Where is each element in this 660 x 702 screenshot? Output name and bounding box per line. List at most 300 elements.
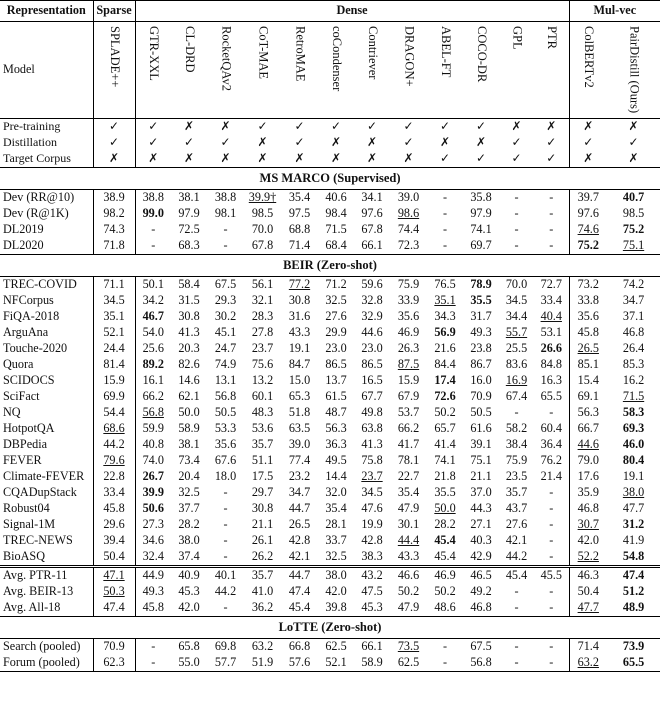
model-name: ABEL-FT (438, 26, 453, 78)
cell-value: 43.2 (361, 568, 383, 583)
cell-value: 89.2 (142, 357, 164, 372)
table-cell (390, 135, 427, 151)
model-header-11 (499, 22, 534, 119)
section-title: BEIR (Zero-shot) (0, 255, 660, 277)
cell-value: 84.7 (288, 357, 311, 372)
cell-value: 58.2 (505, 421, 528, 436)
cell-value: 23.0 (361, 341, 383, 356)
cell-value: 31.2 (622, 517, 645, 532)
table-cell (390, 584, 427, 600)
cell-value: 27.1 (470, 517, 492, 532)
table-cell (499, 600, 534, 617)
table-cell (427, 373, 463, 389)
table-cell (354, 277, 390, 294)
cell-value: 37.0 (470, 485, 492, 500)
cell-value: 77.4 (288, 453, 311, 468)
cell-value: 85.1 (577, 357, 599, 372)
table-cell (93, 373, 135, 389)
table-cell (244, 357, 281, 373)
table-cell (354, 405, 390, 421)
table-cell (569, 533, 607, 549)
cell-value: ✗ (108, 151, 120, 166)
cell-value: ✗ (294, 151, 305, 166)
cell-value: 52.1 (103, 325, 125, 340)
cell-value: - (549, 639, 554, 654)
table-cell (93, 277, 135, 294)
table-cell (135, 357, 171, 373)
table-cell (607, 584, 660, 600)
cell-value: 50.2 (434, 405, 456, 420)
cell-value: 84.4 (434, 357, 456, 372)
cell-value: - (442, 655, 448, 670)
cell-value: 15.4 (577, 373, 599, 388)
cell-value: 59.6 (361, 277, 383, 292)
table-cell (135, 293, 171, 309)
table-cell (463, 222, 499, 238)
cell-value: 45.8 (577, 325, 599, 340)
cell-value: - (549, 600, 554, 615)
table-cell (427, 517, 463, 533)
table-cell (171, 309, 207, 325)
table-cell (171, 501, 207, 517)
table-row (0, 567, 660, 585)
table-cell (93, 453, 135, 469)
table-cell (93, 325, 135, 341)
cell-value: 35.8 (470, 190, 492, 205)
cell-value: 85.3 (622, 357, 645, 372)
table-cell (354, 190, 390, 207)
model-header-6 (318, 22, 354, 119)
cell-value: 21.8 (434, 469, 456, 484)
table-cell (318, 325, 354, 341)
table-cell (281, 325, 318, 341)
table-cell (207, 501, 244, 517)
cell-value: 71.1 (103, 277, 125, 292)
cell-value: 74.9 (214, 357, 237, 372)
cell-value: 71.8 (103, 238, 125, 253)
table-cell (135, 341, 171, 357)
cell-value: 37.1 (622, 309, 645, 324)
cell-value: 13.2 (251, 373, 274, 388)
cell-value: 48.9 (622, 600, 645, 615)
cell-value: 47.4 (103, 600, 125, 615)
table-cell (607, 135, 660, 151)
table-row (0, 437, 660, 453)
table-row (0, 119, 660, 136)
table-cell (354, 549, 390, 567)
table-cell (171, 533, 207, 549)
table-cell (135, 453, 171, 469)
table-cell (171, 639, 207, 656)
table-cell (607, 277, 660, 294)
row-label: Signal-1M (0, 517, 93, 533)
cell-value: 45.4 (434, 533, 456, 548)
table-cell (390, 655, 427, 672)
cell-value: 31.6 (288, 309, 311, 324)
cell-value: 28.3 (251, 309, 274, 324)
table-cell (463, 469, 499, 485)
table-cell (427, 453, 463, 469)
cell-value: 62.5 (397, 655, 420, 670)
cell-value: 43.3 (288, 325, 311, 340)
table-cell (607, 469, 660, 485)
table-cell (207, 309, 244, 325)
row-label: DBPedia (0, 437, 93, 453)
cell-value: 40.8 (142, 437, 164, 452)
cell-value: - (549, 549, 554, 564)
section-title: MS MARCO (Supervised) (0, 168, 660, 190)
cell-value: 38.1 (178, 190, 200, 205)
table-cell (534, 357, 569, 373)
cell-value: 47.1 (103, 568, 125, 583)
table-cell (171, 655, 207, 672)
cell-value: 69.7 (470, 238, 492, 253)
table-cell (499, 405, 534, 421)
table-cell (93, 549, 135, 567)
table-cell (135, 389, 171, 405)
cell-value: - (223, 517, 228, 532)
cell-value: 71.5 (325, 222, 347, 237)
table-row (0, 309, 660, 325)
table-cell (135, 501, 171, 517)
model-header-14 (607, 22, 660, 119)
table-row (0, 533, 660, 549)
cell-value: 51.8 (288, 405, 311, 420)
cell-value: 63.2 (577, 655, 599, 670)
cell-value: 38.3 (361, 549, 383, 564)
cell-value: 42.9 (470, 549, 492, 564)
cell-value: ✗ (583, 119, 594, 134)
cell-value: 27.6 (505, 517, 528, 532)
cell-value: 73.5 (397, 639, 420, 654)
table-cell (281, 549, 318, 567)
cell-value: 70.0 (505, 277, 528, 292)
table-cell (318, 517, 354, 533)
table-cell (207, 135, 244, 151)
table-cell (244, 485, 281, 501)
table-cell (354, 639, 390, 656)
cell-value: 47.4 (622, 568, 645, 583)
cell-value: 98.1 (214, 206, 237, 221)
cell-value: 75.1 (470, 453, 492, 468)
table-cell (427, 119, 463, 136)
cell-value: 61.5 (325, 389, 347, 404)
cell-value: 24.7 (214, 341, 237, 356)
cell-value: 70.9 (103, 639, 125, 654)
row-label: DL2020 (0, 238, 93, 255)
cell-value: 32.1 (251, 293, 274, 308)
table-cell (569, 405, 607, 421)
table-cell (281, 584, 318, 600)
cell-value: 75.9 (505, 453, 528, 468)
table-cell (390, 421, 427, 437)
cell-value: 30.8 (251, 501, 274, 516)
table-cell (281, 533, 318, 549)
cell-value: 50.2 (397, 584, 420, 599)
table-cell (534, 639, 569, 656)
cell-value: 18.0 (214, 469, 237, 484)
cell-value: 53.7 (397, 405, 420, 420)
table-cell (390, 405, 427, 421)
table-cell (463, 135, 499, 151)
cell-value: 43.7 (505, 501, 528, 516)
table-cell (463, 584, 499, 600)
cell-value: 71.4 (577, 639, 599, 654)
table-cell (607, 293, 660, 309)
table-cell (318, 421, 354, 437)
table-cell (499, 485, 534, 501)
cell-value: 27.6 (325, 309, 347, 324)
row-label: Avg. BEIR-13 (0, 584, 93, 600)
table-cell (607, 501, 660, 517)
cell-value: 63.8 (361, 421, 383, 436)
cell-value: 59.9 (142, 421, 164, 436)
row-label: TREC-NEWS (0, 533, 93, 549)
cell-value: 36.3 (325, 437, 347, 452)
cell-value: - (151, 238, 156, 253)
table-cell (171, 277, 207, 294)
table-cell (135, 277, 171, 294)
table-cell (281, 222, 318, 238)
cell-value: 52.1 (325, 655, 347, 670)
table-cell (207, 206, 244, 222)
cell-value: - (151, 222, 156, 237)
cell-value: - (549, 533, 554, 548)
table-cell (569, 151, 607, 168)
table-cell (607, 325, 660, 341)
cell-value: 46.9 (397, 325, 420, 340)
cell-value: ✓ (511, 151, 522, 166)
cell-value: ✓ (511, 135, 522, 150)
cell-value: 56.8 (214, 389, 237, 404)
table-cell (281, 206, 318, 222)
table-cell (390, 190, 427, 207)
cell-value: 46.0 (622, 437, 645, 452)
table-row (0, 639, 660, 656)
table-cell (135, 421, 171, 437)
table-cell (390, 373, 427, 389)
table-cell (135, 222, 171, 238)
table-cell (318, 309, 354, 325)
table-cell (534, 277, 569, 294)
cell-value: 34.7 (622, 293, 645, 308)
model-name: GTR-XXL (147, 26, 161, 81)
table-cell (207, 485, 244, 501)
cell-value: 17.6 (577, 469, 599, 484)
row-label: Robust04 (0, 501, 93, 517)
cell-value: 21.6 (434, 341, 456, 356)
table-cell (207, 533, 244, 549)
cell-value: 86.7 (470, 357, 492, 372)
cell-value: 71.2 (325, 277, 347, 292)
table-cell (244, 190, 281, 207)
table-cell (93, 501, 135, 517)
table-cell (390, 639, 427, 656)
row-label: SCIDOCS (0, 373, 93, 389)
cell-value: 49.2 (470, 584, 492, 599)
cell-value: 30.8 (288, 293, 311, 308)
row-label: Climate-FEVER (0, 469, 93, 485)
table-cell (135, 151, 171, 168)
cell-value: 40.9 (178, 568, 200, 583)
cell-value: ✗ (257, 151, 268, 166)
table-cell (427, 151, 463, 168)
cell-value: 50.6 (142, 501, 164, 516)
cell-value: 74.4 (397, 222, 420, 237)
table-cell (534, 135, 569, 151)
cell-value: - (549, 517, 554, 532)
cell-value: 29.6 (103, 517, 125, 532)
model-header-3 (207, 22, 244, 119)
cell-value: 53.6 (251, 421, 274, 436)
cell-value: 40.7 (622, 190, 645, 205)
table-row (0, 357, 660, 373)
cell-value: 98.2 (103, 206, 125, 221)
row-label: DL2019 (0, 222, 93, 238)
cell-value: 34.4 (505, 309, 528, 324)
cell-value: ✗ (628, 119, 639, 134)
table-cell (171, 119, 207, 136)
table-cell (354, 533, 390, 549)
cell-value: 66.2 (397, 421, 420, 436)
table-cell (463, 151, 499, 168)
cell-value: ✗ (439, 135, 451, 150)
table-cell (569, 437, 607, 453)
table-row (0, 277, 660, 294)
table-cell (171, 325, 207, 341)
cell-value: 23.8 (470, 341, 492, 356)
cell-value: 32.9 (361, 309, 383, 324)
cell-value: 50.5 (470, 405, 492, 420)
table-cell (607, 655, 660, 672)
cell-value: 65.5 (622, 655, 645, 670)
row-label: Distillation (0, 135, 93, 151)
table-cell (534, 567, 569, 585)
cell-value: ✓ (183, 135, 195, 150)
row-label: Search (pooled) (0, 639, 93, 656)
cell-value: 37.4 (178, 549, 200, 564)
table-cell (499, 567, 534, 585)
row-label: Target Corpus (0, 151, 93, 168)
table-row (0, 341, 660, 357)
table-cell (171, 238, 207, 255)
dense-header: Dense (135, 1, 569, 22)
table-row (0, 373, 660, 389)
table-cell (569, 222, 607, 238)
table-cell (569, 584, 607, 600)
table-row (0, 453, 660, 469)
model-header-9 (427, 22, 463, 119)
cell-value: 23.2 (288, 469, 311, 484)
table-cell (534, 190, 569, 207)
cell-value: ✗ (220, 119, 231, 134)
cell-value: ✓ (148, 119, 159, 134)
table-cell (244, 517, 281, 533)
table-row (0, 655, 660, 672)
cell-value: 31.7 (470, 309, 492, 324)
cell-value: 17.4 (434, 373, 456, 388)
cell-value: 45.4 (505, 568, 528, 583)
table-cell (390, 549, 427, 567)
table-row (0, 151, 660, 168)
table-cell (534, 485, 569, 501)
cell-value: 46.5 (470, 568, 492, 583)
cell-value: 50.5 (214, 405, 237, 420)
table-cell (171, 549, 207, 567)
cell-value: - (442, 222, 448, 237)
cell-value: 74.1 (434, 453, 456, 468)
cell-value: 86.5 (325, 357, 347, 372)
table-cell (93, 341, 135, 357)
table-cell (427, 584, 463, 600)
table-cell (354, 341, 390, 357)
cell-value: 82.6 (178, 357, 200, 372)
cell-value: 47.9 (397, 501, 420, 516)
table-cell (499, 655, 534, 672)
cell-value: 19.1 (622, 469, 645, 484)
table-cell (354, 309, 390, 325)
table-cell (281, 357, 318, 373)
table-cell (463, 190, 499, 207)
cell-value: 77.2 (288, 277, 311, 292)
cell-value: 54.4 (103, 405, 125, 420)
sparse-header: Sparse (93, 1, 135, 22)
cell-value: 35.7 (251, 568, 274, 583)
table-cell (569, 190, 607, 207)
table-row (0, 389, 660, 405)
cell-value: ✓ (583, 135, 594, 150)
table-cell (281, 485, 318, 501)
cell-value: 72.3 (397, 238, 420, 253)
cell-value: 34.7 (288, 485, 311, 500)
table-cell (207, 517, 244, 533)
cell-value: 42.8 (361, 533, 383, 548)
cell-value: 74.0 (142, 453, 164, 468)
cell-value: 67.7 (361, 389, 383, 404)
model-header-10 (463, 22, 499, 119)
cell-value: 44.6 (361, 325, 383, 340)
model-header-12 (534, 22, 569, 119)
row-label: Avg. All-18 (0, 600, 93, 617)
cell-value: 49.8 (361, 405, 383, 420)
cell-value: 45.4 (288, 600, 311, 615)
cell-value: 38.4 (505, 437, 528, 452)
table-cell (607, 222, 660, 238)
cell-value: 72.6 (434, 389, 456, 404)
table-cell (281, 501, 318, 517)
section-header-row (0, 255, 660, 277)
table-cell (390, 341, 427, 357)
model-header-0 (93, 22, 135, 119)
cell-value: 57.6 (288, 655, 311, 670)
cell-value: 22.7 (397, 469, 420, 484)
row-label: HotpotQA (0, 421, 93, 437)
table-cell (534, 549, 569, 567)
cell-value: - (223, 533, 228, 548)
cell-value: 74.3 (103, 222, 125, 237)
cell-value: - (151, 655, 156, 670)
table-cell (244, 600, 281, 617)
cell-value: 23.5 (505, 469, 528, 484)
table-cell (318, 501, 354, 517)
cell-value: 75.2 (577, 238, 599, 253)
table-cell (569, 421, 607, 437)
table-cell (390, 437, 427, 453)
cell-value: - (514, 655, 519, 670)
table-cell (427, 549, 463, 567)
cell-value: 45.4 (434, 549, 456, 564)
table-cell (318, 567, 354, 585)
